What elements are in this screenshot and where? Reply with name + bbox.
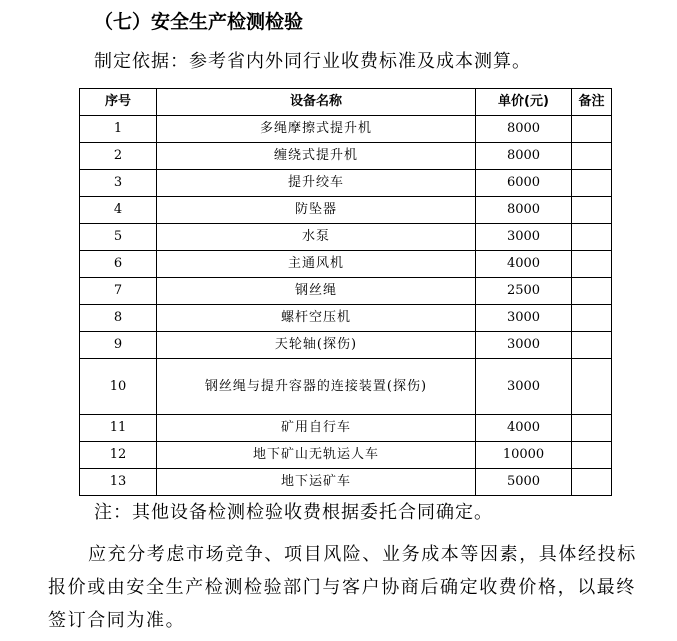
cell-remark	[572, 197, 612, 224]
cell-price: 8000	[476, 116, 572, 143]
cell-no: 5	[80, 224, 157, 251]
cell-remark	[572, 305, 612, 332]
cell-name: 地下矿山无轨运人车	[157, 442, 476, 469]
cell-price: 3000	[476, 305, 572, 332]
cell-remark	[572, 415, 612, 442]
cell-name: 地下运矿车	[157, 469, 476, 496]
cell-remark	[572, 359, 612, 415]
closing-paragraph: 应充分考虑市场竞争、项目风险、业务成本等因素，具体经投标报价或由安全生产检测检验部门与客户协商后确定收费价格，以最终签订合同为准。	[48, 544, 637, 631]
header-name: 设备名称	[157, 89, 476, 116]
cell-remark	[572, 332, 612, 359]
cell-price: 10000	[476, 442, 572, 469]
cell-name: 水泵	[157, 224, 476, 251]
cell-no: 11	[80, 415, 157, 442]
cell-price: 4000	[476, 251, 572, 278]
table-row	[80, 359, 612, 415]
cell-price: 2500	[476, 278, 572, 305]
cell-no: 8	[80, 305, 157, 332]
cell-name: 提升绞车	[157, 170, 476, 197]
cell-remark	[572, 469, 612, 496]
cell-price: 3000	[476, 224, 572, 251]
table-row	[80, 251, 612, 278]
cell-name: 天轮轴(探伤)	[157, 332, 476, 359]
cell-name: 钢丝绳与提升容器的连接装置(探伤)	[157, 359, 476, 415]
cell-price: 8000	[476, 143, 572, 170]
section-heading: （七）安全生产检测检验	[94, 11, 304, 33]
cell-name: 多绳摩擦式提升机	[157, 116, 476, 143]
cell-no: 9	[80, 332, 157, 359]
table-row	[80, 197, 612, 224]
table-row	[80, 170, 612, 197]
cell-name: 缠绕式提升机	[157, 143, 476, 170]
table-row	[80, 224, 612, 251]
cell-remark	[572, 116, 612, 143]
table-header-row	[80, 89, 612, 116]
cell-no: 13	[80, 469, 157, 496]
cell-no: 7	[80, 278, 157, 305]
cell-name: 矿用自行车	[157, 415, 476, 442]
table-row	[80, 116, 612, 143]
cell-price: 5000	[476, 469, 572, 496]
cell-name: 钢丝绳	[157, 278, 476, 305]
note-text: 注：其他设备检测检验收费根据委托合同确定。	[94, 502, 493, 523]
cell-remark	[572, 278, 612, 305]
cell-name: 主通风机	[157, 251, 476, 278]
table-row	[80, 415, 612, 442]
cell-remark	[572, 170, 612, 197]
cell-price: 8000	[476, 197, 572, 224]
cell-remark	[572, 251, 612, 278]
table-body	[80, 116, 612, 496]
header-remark: 备注	[572, 89, 612, 116]
table-row	[80, 278, 612, 305]
header-no: 序号	[80, 89, 157, 116]
basis-text: 制定依据：参考省内外同行业收费标准及成本测算。	[94, 51, 531, 72]
table-row	[80, 442, 612, 469]
cell-no: 10	[80, 359, 157, 415]
cell-price: 6000	[476, 170, 572, 197]
cell-remark	[572, 143, 612, 170]
fee-table	[79, 88, 612, 496]
cell-no: 3	[80, 170, 157, 197]
cell-price: 3000	[476, 332, 572, 359]
cell-no: 1	[80, 116, 157, 143]
cell-remark	[572, 224, 612, 251]
table-row	[80, 332, 612, 359]
cell-price: 3000	[476, 359, 572, 415]
cell-remark	[572, 442, 612, 469]
table-row	[80, 305, 612, 332]
cell-price: 4000	[476, 415, 572, 442]
cell-no: 4	[80, 197, 157, 224]
table-row	[80, 469, 612, 496]
header-price: 单价(元)	[476, 89, 572, 116]
cell-no: 2	[80, 143, 157, 170]
cell-name: 防坠器	[157, 197, 476, 224]
table-row	[80, 143, 612, 170]
cell-no: 6	[80, 251, 157, 278]
cell-name: 螺杆空压机	[157, 305, 476, 332]
cell-no: 12	[80, 442, 157, 469]
